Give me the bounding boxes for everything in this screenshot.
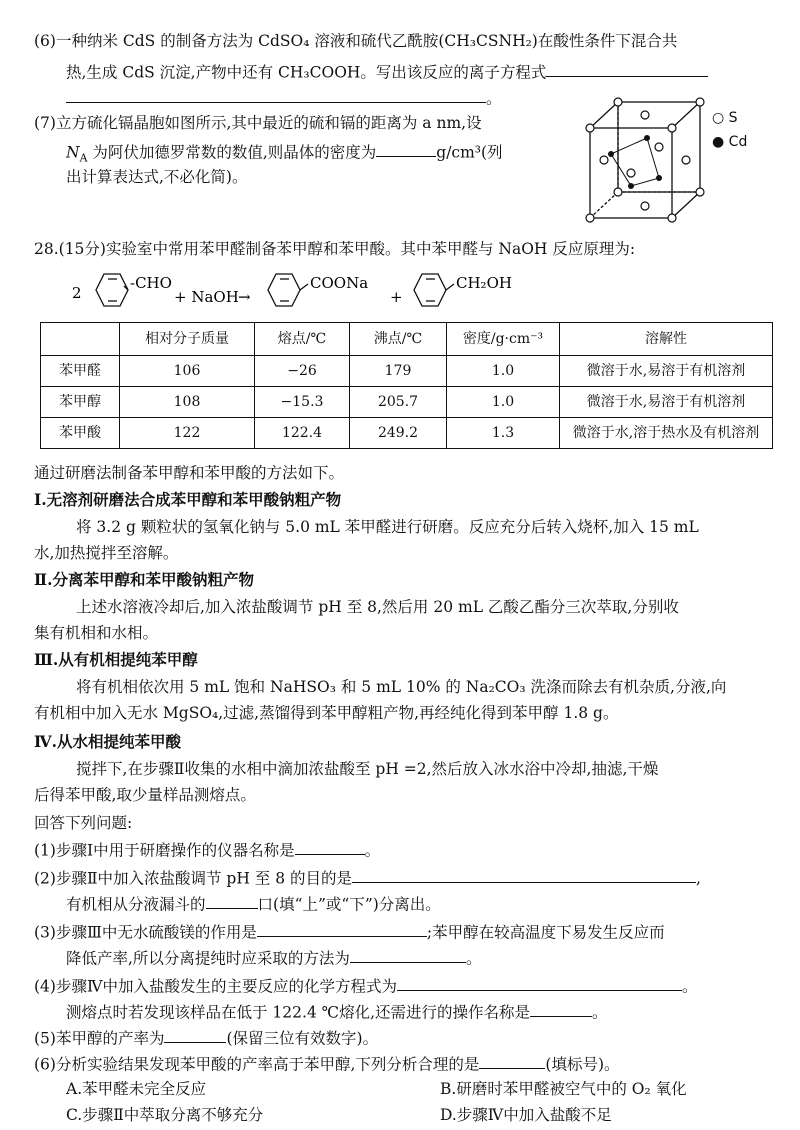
question-4-line-2 [66, 1000, 772, 1025]
properties-table [40, 322, 773, 449]
table-header-row [41, 323, 773, 356]
avogadro-subscript: A [79, 151, 88, 165]
step-1-line-1: 将 3.2 g 颗粒状的氢氧化钠与 5.0 mL 苯甲醛进行研磨。反应充分后转入烧杯,加入 15 mL [76, 518, 699, 536]
question-3-mid: ;苯甲醇在较高温度下易发生反应而 [426, 923, 665, 942]
crystal-cell-svg [585, 96, 705, 226]
answer-intro: 回答下列问题: [34, 814, 133, 832]
step-4-line-2: 后得苯甲酸,取少量样品测熔点。 [34, 786, 256, 804]
q6-line-3-end: 。 [486, 89, 502, 108]
question-5-end: (保留三位有效数字)。 [226, 1029, 379, 1048]
table-row [41, 356, 773, 387]
sulfur-atoms [586, 98, 704, 222]
question-3-line-2 [66, 946, 772, 971]
option-c[interactable]: C.步骤Ⅱ中萃取分离不够充分 [66, 1106, 264, 1124]
answer-blank[interactable] [397, 974, 682, 991]
question-5 [34, 1026, 772, 1051]
step-2-title: Ⅱ.分离苯甲醇和苯甲酸钠粗产物 [34, 570, 254, 589]
step-3-title: Ⅲ.从有机相提纯苯甲醇 [34, 650, 198, 669]
q7-line-2 [66, 140, 570, 167]
crystal-cell-figure [585, 96, 705, 226]
step-3-line-2: 有机相中加入无水 MgSO₄,过滤,蒸馏得到苯甲醇粗产物,再经纯化得到苯甲醇 1.8 g。 [34, 704, 619, 722]
question-2-line-2-text: 有机相从分液漏斗的 [66, 895, 206, 914]
question-6 [34, 1052, 772, 1077]
answer-blank[interactable] [206, 892, 258, 909]
question-4-end: 。 [681, 977, 698, 996]
table-cell: 108 [120, 387, 255, 418]
answer-blank[interactable] [479, 1052, 545, 1069]
table-cell: 微溶于水,易溶于有机溶剂 [560, 387, 773, 418]
reaction-group-ch2oh: CH₂OH [456, 274, 512, 292]
table-header: 密度/g·cm⁻³ [447, 323, 560, 356]
avogadro-symbol: N [66, 143, 80, 162]
table-header [41, 323, 120, 356]
benzene-ring-icon [414, 274, 454, 306]
question-4-text: (4)步骤Ⅳ中加入盐酸发生的主要反应的化学方程式为 [34, 977, 397, 996]
table-row [41, 418, 773, 449]
step-4-line-1: 搅拌下,在步骤Ⅱ收集的水相中滴加浓盐酸至 pH =2,然后放入冰水浴中冷却,抽滤,干燥 [76, 760, 659, 778]
question-4-line-2-end: 。 [592, 1003, 608, 1022]
legend-sulfur: ○ S [712, 110, 738, 126]
table-cell: 苯甲醛 [41, 356, 120, 387]
question-2-end: , [696, 869, 701, 888]
answer-blank[interactable] [530, 1000, 592, 1017]
q6-line-2 [66, 60, 772, 85]
answer-blank[interactable] [66, 86, 486, 103]
table-cell: 122 [120, 418, 255, 449]
option-b[interactable]: B.研磨时苯甲醛被空气中的 O₂ 氧化 [440, 1080, 687, 1098]
step-3-line-1: 将有机相依次用 5 mL 饱和 NaHSO₃ 和 5 mL 10% 的 Na₂CO₃ 洗涤而除去有机杂质,分液,向 [76, 678, 727, 696]
reaction-group-cho: -CHO [130, 274, 172, 292]
legend-cadmium-label: Cd [728, 134, 748, 150]
question-1-text: (1)步骤Ⅰ中用于研磨操作的仪器名称是 [34, 841, 295, 860]
option-a[interactable]: A.苯甲醛未完全反应 [66, 1080, 207, 1098]
question-2-text: (2)步骤Ⅱ中加入浓盐酸调节 pH 至 8 的目的是 [34, 869, 353, 888]
table-header: 相对分子质量 [120, 323, 255, 356]
table-cell: 1.0 [447, 387, 560, 418]
option-d[interactable]: D.步骤Ⅳ中加入盐酸不足 [440, 1106, 612, 1124]
question-1 [34, 838, 772, 863]
table-cell: 205.7 [350, 387, 447, 418]
answer-blank[interactable] [257, 920, 427, 937]
reaction-coefficient: 2 [72, 284, 82, 302]
question-4 [34, 974, 772, 999]
question-2 [34, 866, 772, 891]
legend-cadmium: ● Cd [712, 134, 748, 150]
table-cell: 1.0 [447, 356, 560, 387]
question-3-text: (3)步骤Ⅲ中无水硫酸镁的作用是 [34, 923, 257, 942]
question-1-end: 。 [364, 841, 381, 860]
table-header: 溶解性 [560, 323, 773, 356]
table-cell: −15.3 [255, 387, 350, 418]
q7-line-3: 出计算表达式,不必化简)。 [66, 168, 248, 186]
answer-blank[interactable] [352, 866, 696, 883]
answer-blank[interactable] [164, 1026, 226, 1043]
table-cell: 1.3 [447, 418, 560, 449]
benzene-ring-icon [268, 274, 308, 306]
step-1-line-2: 水,加热搅拌至溶解。 [34, 544, 179, 562]
table-header: 沸点/℃ [350, 323, 447, 356]
question-2-line-2-end: 口(填“上”或“下”)分离出。 [257, 895, 441, 914]
q6-line-1: (6)一种纳米 CdS 的制备方法为 CdSO₄ 溶液和硫代乙酰胺(CH₃CSNH₂)在酸性条件下混合共 [34, 32, 678, 50]
table-cell: 122.4 [255, 418, 350, 449]
question-3 [34, 920, 772, 945]
answer-blank[interactable] [376, 140, 436, 157]
reaction-plus: + [390, 288, 403, 306]
question-6-text: (6)分析实验结果发现苯甲酸的产率高于苯甲醇,下列分析合理的是 [34, 1055, 480, 1074]
question-4-line-2-text: 测熔点时若发现该样品在低于 122.4 ℃熔化,还需进行的操作名称是 [66, 1003, 530, 1022]
method-intro: 通过研磨法制备苯甲醇和苯甲酸的方法如下。 [34, 464, 345, 482]
answer-blank[interactable] [546, 60, 708, 77]
step-1-title: Ⅰ.无溶剂研磨法合成苯甲醇和苯甲酸钠粗产物 [34, 490, 342, 509]
question-3-line-2-end: 。 [465, 949, 482, 968]
q7-line-2-text: 为阿伏加德罗常数的数值,则晶体的密度为 [87, 143, 377, 162]
question-5-text: (5)苯甲醇的产率为 [34, 1029, 165, 1048]
table-cell: 苯甲酸 [41, 418, 120, 449]
benzene-ring-icon [96, 274, 128, 306]
reaction-group-coona: COONa [310, 274, 369, 292]
q6-line-2-text: 热,生成 CdS 沉淀,产物中还有 CH₃COOH。写出该反应的离子方程式 [66, 63, 547, 82]
table-cell: 微溶于水,溶于热水及有机溶剂 [560, 418, 773, 449]
step-2-line-1: 上述水溶液冷却后,加入浓盐酸调节 pH 至 8,然后用 20 mL 乙酸乙酯分三次萃取,分别收 [76, 598, 679, 616]
step-2-line-2: 集有机相和水相。 [34, 624, 159, 642]
legend-sulfur-label: S [728, 110, 738, 126]
reaction-arrow: → [238, 288, 251, 306]
reaction-plus-naoh: + NaOH [174, 288, 239, 306]
question-2-line-2 [66, 892, 772, 917]
table-cell: 249.2 [350, 418, 447, 449]
table-cell: 苯甲醇 [41, 387, 120, 418]
table-cell: 106 [120, 356, 255, 387]
question-6-end: (填标号)。 [545, 1055, 620, 1074]
reaction-equation [70, 262, 610, 322]
answer-blank[interactable] [350, 946, 466, 963]
reaction-svg [70, 262, 610, 322]
q7-line-1: (7)立方硫化镉晶胞如图所示,其中最近的硫和镉的距离为 a nm,设 [34, 114, 482, 132]
table-cell: −26 [255, 356, 350, 387]
q28-intro: 28.(15分)实验室中常用苯甲醛制备苯甲醇和苯甲酸。其中苯甲醛与 NaOH 反应原理为: [34, 240, 636, 258]
question-3-line-2-text: 降低产率,所以分离提纯时应采取的方法为 [66, 949, 350, 968]
step-4-title: Ⅳ.从水相提纯苯甲酸 [34, 732, 181, 751]
q7-line-2-unit: g/cm³(列 [436, 143, 503, 162]
table-cell: 179 [350, 356, 447, 387]
answer-blank[interactable] [295, 838, 365, 855]
table-header: 熔点/℃ [255, 323, 350, 356]
table-row [41, 387, 773, 418]
table-cell: 微溶于水,易溶于有机溶剂 [560, 356, 773, 387]
